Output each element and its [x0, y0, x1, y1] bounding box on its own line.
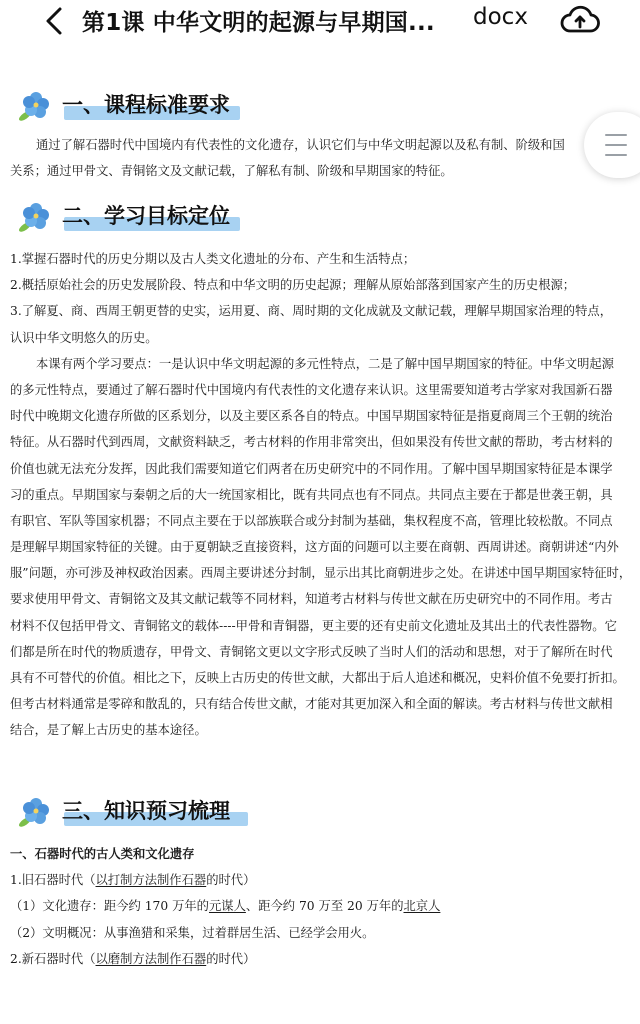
top-bar [0, 0, 640, 42]
text-line: 1.掌握石器时代的历史分期以及古人类文化遗址的分布、产生和生活特点； [10, 252, 416, 266]
text-line: 1.旧石器时代（以打制方法制作石器的时代） [10, 873, 256, 888]
document-title: 第1课 中华文明的起源与早期国... [82, 10, 435, 36]
underlined-term: 元谋人 [208, 899, 246, 914]
section-heading-text: 三、知识预习梳理 [62, 799, 230, 823]
back-arrow-icon[interactable] [40, 6, 70, 36]
section-heading-text: 一、课程标准要求 [62, 93, 230, 117]
underlined-term: 以磨制方法制作石器 [95, 951, 207, 966]
text-line: 价值也就无法充分发挥，因此我们需要知道它们两者在历史研究中的不同作用。了解中国早期国家特征是本课学 [10, 461, 613, 476]
text-line: 但考古材料通常是零碎和散乱的，只有结合传世文献，才能对其更加深入和全面的解读。考古材料与传世文献相 [10, 697, 613, 712]
subheading: 一、石器时代的古人类和文化遗存 [10, 846, 195, 861]
underlined-term: 以打制方法制作石器 [95, 873, 207, 888]
text-line: 服”问题，亦可涉及神权政治因素。西周主要讲述分封制，显示出其比商朝进步之处。在讲述中国早期国家特征时， [10, 566, 632, 581]
text-line: 们都是所在时代的物质遗存，甲骨文、青铜铭文更以文字形式反映了当时人们的活动和思想，对于了解所在时代 [10, 644, 613, 659]
flower-icon [16, 88, 52, 124]
underlined-term: 北京人 [403, 899, 441, 914]
text-line: 是理解早期国家特征的关键。由于夏朝缺乏直接资料，这方面的问题可以主要在商朝、西周讲述。商朝讲述“内外 [10, 540, 619, 555]
text-line: 有职官、军队等国家机器；不同点主要在于以部族联合或分封制为基础，集权程度不高，管理比较松散。不同点 [10, 513, 613, 528]
section-heading-3 [16, 794, 266, 830]
text-line: 的多元性特点，要通过了解石器时代中国境内有代表性的文化遗存来认识。这里需要知道考古学家对我国新石器 [10, 382, 613, 397]
text-line: 通过了解石器时代中国境内有代表性的文化遗存，认识它们与中华文明起源以及私有制、阶级和国 [36, 138, 565, 152]
text-line: 要求使用甲骨文、青铜铭文及其文献记载等不同材料，知道考古材料与传世文献在历史研究中的不同作用。考古 [10, 592, 613, 607]
text-line: 特征。从石器时代到西周，文献资料缺乏，考古材料的作用非常突出，但如果没有传世文献的帮助，考古材料的 [10, 435, 613, 450]
section-heading-2 [16, 199, 256, 235]
file-extension: docx [473, 4, 528, 30]
text-line: 习的重点。早期国家与秦朝之后的大一统国家相比，既有共同点也有不同点。共同点主要在于都是世袭王朝，具 [10, 487, 613, 502]
flower-icon [16, 199, 52, 235]
cloud-upload-icon[interactable] [560, 3, 600, 37]
text-line: 2.新石器时代（以磨制方法制作石器的时代） [10, 951, 256, 966]
text-line: 具有不可替代的价值。相比之下，反映上古历史的传世文献，大都出于后人追述和概况，史料价值不免要打折扣。 [10, 671, 625, 685]
text-line: （2）文明概况：从事渔猎和采集，过着群居生活、已经学会用火。 [10, 925, 375, 940]
text-line: （1）文化遗存：距今约 170 万年的元谋人、距今约 70 万至 20 万年的北京人 [10, 899, 441, 914]
text-line: 关系；通过甲骨文、青铜铭文及文献记载，了解私有制、阶级和早期国家的特征。 [10, 164, 453, 179]
section-heading-1 [16, 88, 256, 124]
section-2-body [10, 246, 636, 744]
text-line: 结合，是了解上古历史的基本途径。 [10, 723, 207, 738]
flower-icon [16, 794, 52, 830]
text-line: 3.了解夏、商、西周王朝更替的史实，运用夏、商、周时期的文化成就及文献记载，理解早期国家治理的特点， [10, 304, 612, 319]
text-line: 认识中华文明悠久的历史。 [10, 330, 158, 345]
section-1-body [10, 132, 636, 184]
text-line: 材料不仅包括甲骨文、青铜铭文的载体----甲骨和青铜器，更主要的还有史前文化遗址及其出土的代表性器物。它 [10, 618, 617, 633]
text-line: 时代中晚期文化遗存所做的区系划分，以及主要区系各自的特点。中国早期国家特征是指夏商周三个王朝的统治 [10, 409, 613, 424]
section-3-body [10, 841, 636, 972]
text-line: 本课有两个学习要点：一是认识中华文明起源的多元性特点，二是了解中国早期国家的特征。中华文明起源 [36, 356, 614, 371]
text-line: 2.概括原始社会的历史发展阶段、特点和中华文明的历史起源；理解从原始部落到国家产生的历史根源； [10, 278, 576, 293]
section-heading-text: 二、学习目标定位 [62, 204, 230, 228]
